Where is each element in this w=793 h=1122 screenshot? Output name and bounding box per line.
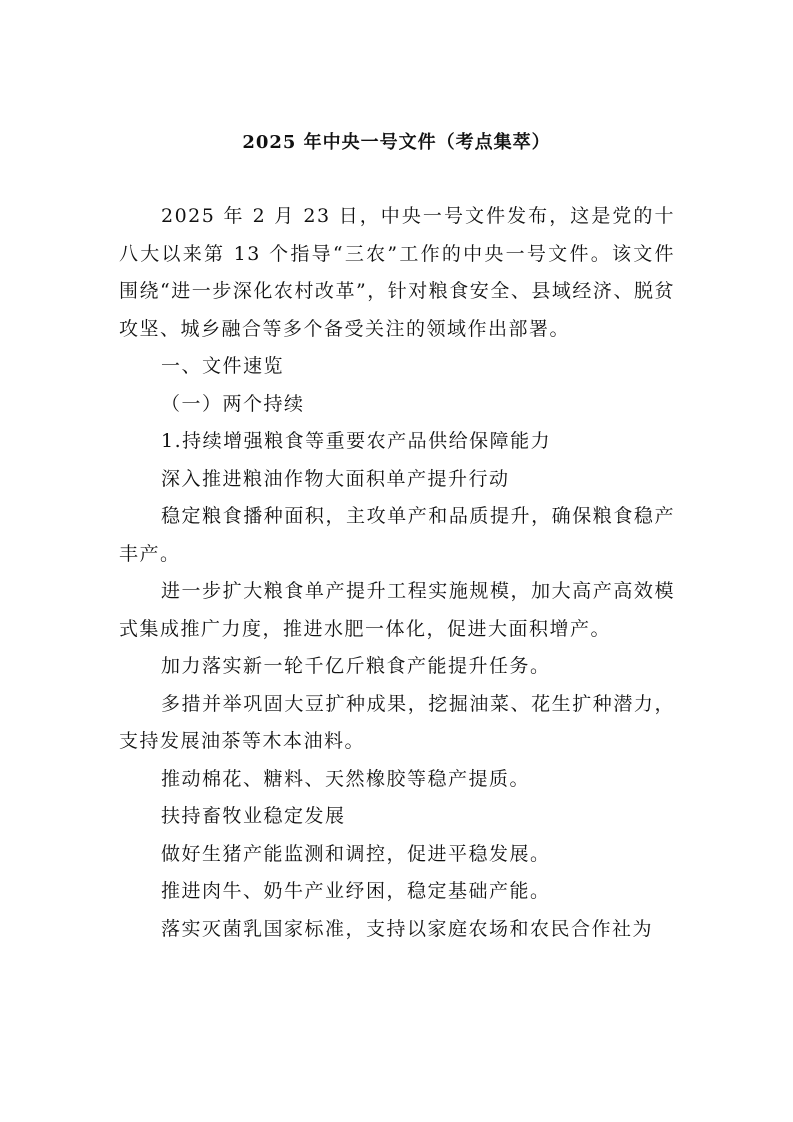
document-title: 2025 年中央一号文件（考点集萃） bbox=[242, 132, 551, 153]
paragraph: 多措并举巩固大豆扩种成果，挖掘油菜、花生扩种潜力，支持发展油茶等木本油料。 bbox=[119, 692, 675, 752]
paragraph: 加力落实新一轮千亿斤粮食产能提升任务。 bbox=[161, 655, 551, 677]
section-heading-1: 一、文件速览 bbox=[161, 355, 285, 377]
item-heading-1: 1.持续增强粮食等重要农产品供给保障能力 bbox=[161, 430, 552, 452]
document-body bbox=[119, 198, 675, 948]
paragraph-intro: 2025 年 2 月 23 日，中央一号文件发布，这是党的十八大以来第 13 个指导“三农”工作的中央一号文件。该文件围绕“进一步深化农村改革”，针对粮食安全、县域经济、脱贫攻坚、城乡融合等多个备受关注的领域作出部署。 bbox=[119, 205, 675, 340]
paragraph: 做好生猪产能监测和调控，促进平稳发展。 bbox=[161, 842, 551, 865]
subitem-heading-livestock: 扶持畜牧业稳定发展 bbox=[161, 805, 346, 827]
paragraph: 推动棉花、糖料、天然橡胶等稳产提质。 bbox=[161, 767, 531, 790]
paragraph: 落实灭菌乳国家标准，支持以家庭农场和农民合作社为 bbox=[161, 917, 654, 940]
subsection-heading-1: （一）两个持续 bbox=[161, 392, 305, 415]
paragraph: 进一步扩大粮食单产提升工程实施规模，加大高产高效模式集成推广力度，推进水肥一体化，促进大面积增产。 bbox=[119, 580, 675, 640]
subitem-heading-grain: 深入推进粮油作物大面积单产提升行动 bbox=[161, 467, 510, 490]
paragraph: 稳定粮食播种面积，主攻单产和品质提升，确保粮食稳产丰产。 bbox=[119, 505, 675, 565]
paragraph: 推进肉牛、奶牛产业纾困，稳定基础产能。 bbox=[161, 880, 551, 902]
